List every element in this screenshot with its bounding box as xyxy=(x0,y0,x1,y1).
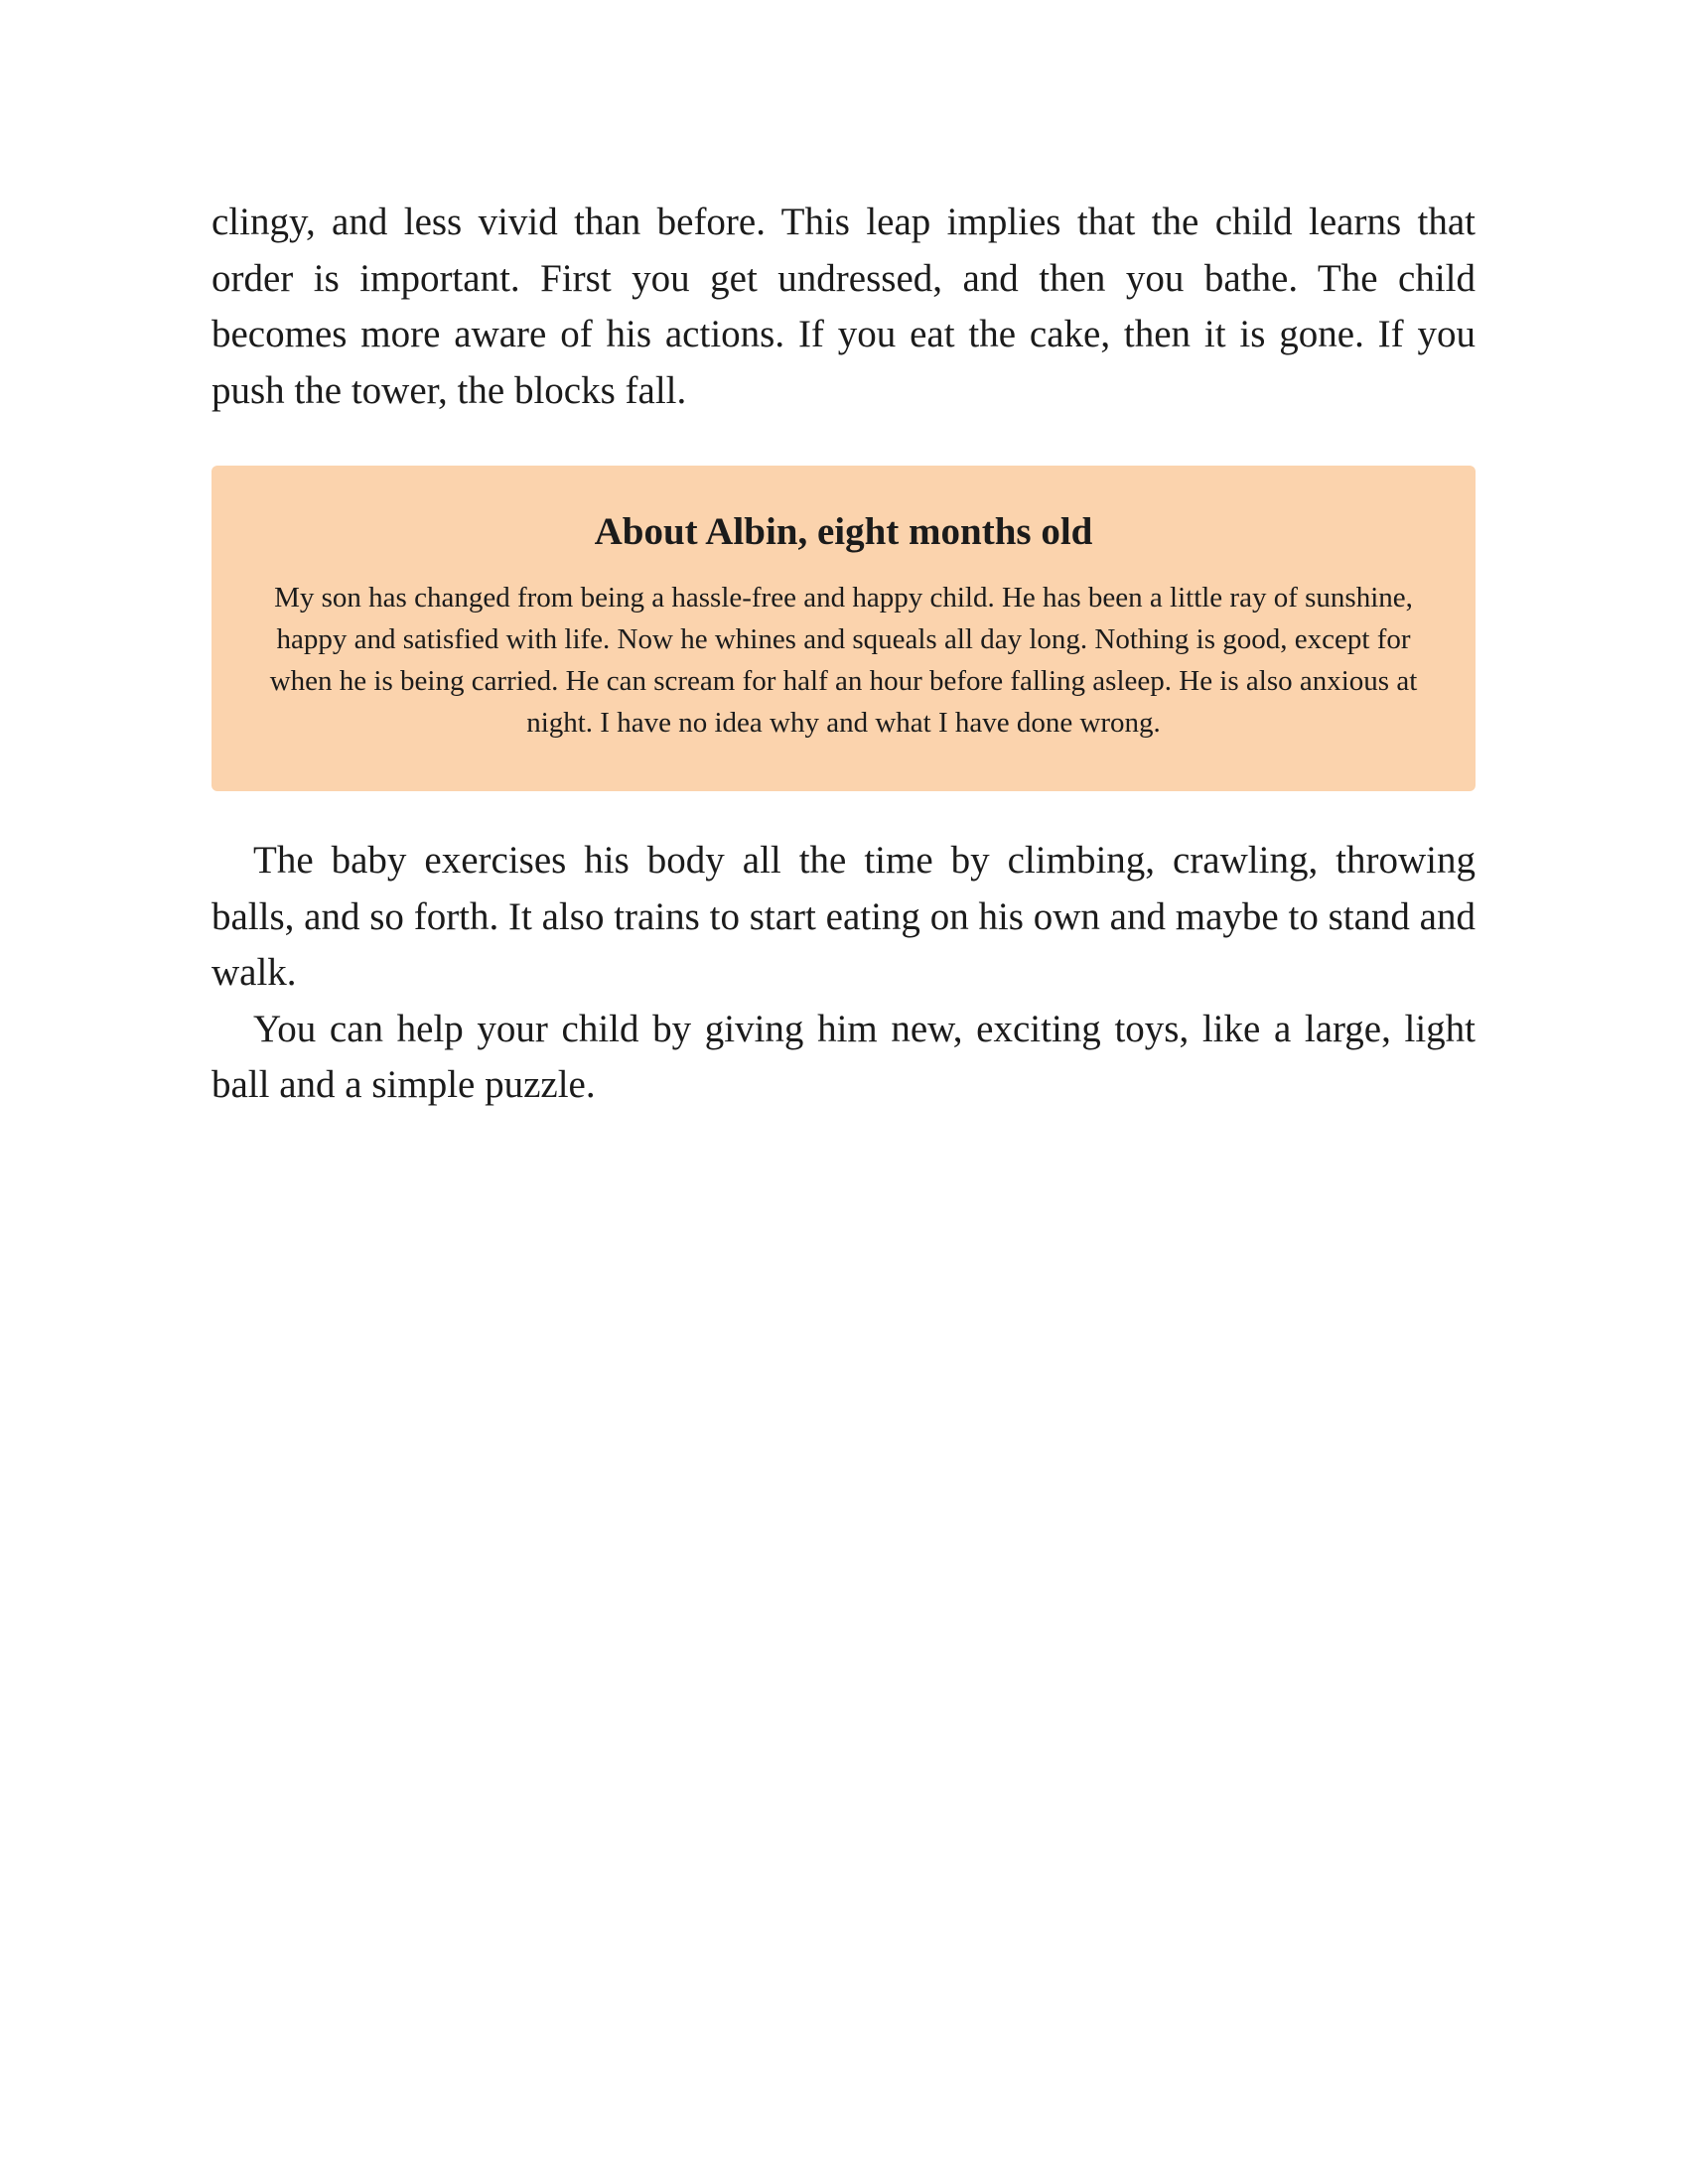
body-paragraph-1: The baby exercises his body all the time by climbing, crawling, throwing balls, and so forth. It also trains to start eating on his own and maybe to stand and walk. xyxy=(211,839,1476,994)
top-paragraph: clingy, and less vivid than before. This leap implies that the child learns that order is important. First you get undressed, and then you bathe. The child becomes more aware of his actions. If you eat the cake, then it is gone. If you push the tower, the blocks fall. xyxy=(211,201,1476,412)
anecdote-title: About Albin, eight months old xyxy=(594,510,1093,553)
body-paragraph-2: You can help your child by giving him new, exciting toys, like a large, light ball and a simple puzzle. xyxy=(211,1007,1476,1106)
anecdote-box xyxy=(211,466,1476,791)
anecdote-body: My son has changed from being a hassle-free and happy child. He has been a little ray of sunshine, happy and satisfied with life. Now he whines and squeals all day long. Nothing is good, except for when he is being carried. He can scream for half an hour before falling asleep. He is also anxious at night. I have no idea why and what I have done wrong. xyxy=(269,582,1418,739)
page-content xyxy=(211,195,1476,1114)
